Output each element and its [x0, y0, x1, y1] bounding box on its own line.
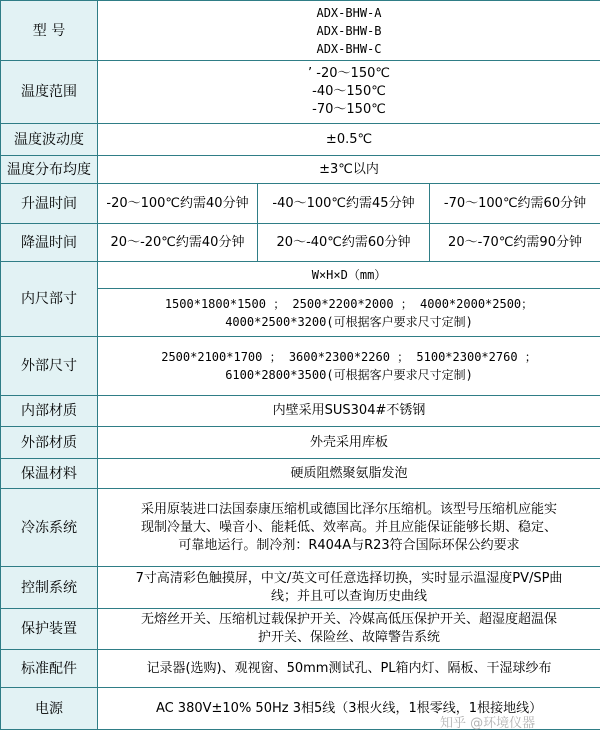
control-line-2: 线；并且可以查询历史曲线: [271, 588, 428, 604]
value-power: AC 380V±10% 50Hz 3相5线（3根火线，1根零线，1根接地线）: [98, 688, 600, 730]
outer-size-line-1: 2500*2100*1700 ； 3600*2300*2260 ； 5100*2300*2760 ；: [161, 350, 537, 364]
model-c: ADX-BHW-C: [316, 41, 382, 56]
value-temp-uniform: ±3℃以内: [98, 156, 600, 184]
row-insulation: [1, 459, 600, 489]
value-control: [98, 567, 600, 609]
model-b: ADX-BHW-B: [316, 23, 382, 38]
control-line-1: 7寸高清彩色触摸屏，中文/英文可任意选择切换，实时显示温湿度PV/SP曲: [135, 570, 563, 586]
row-cool-time: [1, 224, 600, 262]
temp-range-1: ’ -20～150℃: [308, 66, 390, 81]
label-inner-size: 内尺部寸: [1, 262, 98, 337]
row-temp-range: [1, 61, 600, 124]
model-a: ADX-BHW-A: [316, 5, 382, 20]
value-temp-range: [98, 61, 600, 124]
cool-time-c: 20～-70℃约需90分钟: [430, 224, 600, 262]
row-temp-uniform: [1, 156, 600, 184]
row-inner-size-header: [1, 262, 600, 289]
value-refrigeration: [98, 489, 600, 567]
row-refrigeration: [1, 489, 600, 567]
inner-size-header: W×H×D（mm）: [98, 262, 600, 289]
refrigeration-line-2: 现制冷量大、噪音小、能耗低、效率高。并且应能保证能够长期、稳定、: [141, 519, 558, 535]
row-outer-material: [1, 427, 600, 459]
label-inner-material: 内部材质: [1, 396, 98, 427]
row-accessories: [1, 650, 600, 688]
row-inner-material: [1, 396, 600, 427]
value-model: [98, 1, 600, 61]
label-protection: 保护装置: [1, 609, 98, 650]
protection-line-1: 无熔丝开关、压缩机过载保护开关、冷媒高低压保护开关、超湿度超温保: [141, 612, 558, 627]
value-insulation: 硬质阻燃聚氨脂发泡: [98, 459, 600, 489]
row-model: [1, 1, 600, 61]
refrigeration-line-1: 采用原装进口法国泰康压缩机或德国比泽尔压缩机。该型号压缩机应能实: [141, 501, 558, 517]
value-outer-size: [98, 337, 600, 396]
value-protection: [98, 609, 600, 650]
label-temp-range: 温度范围: [1, 61, 98, 124]
temp-range-3: -70～150℃: [312, 102, 386, 117]
label-outer-material: 外部材质: [1, 427, 98, 459]
label-insulation: 保温材料: [1, 459, 98, 489]
watermark: 知乎 @环境仪器: [440, 716, 536, 731]
label-heat-time: 升温时间: [1, 184, 98, 224]
label-outer-size: 外部尺寸: [1, 337, 98, 396]
label-temp-fluct: 温度波动度: [1, 124, 98, 156]
inner-size-line-2: 4000*2500*3200(可根据客户要求尺寸定制): [225, 314, 473, 329]
label-refrigeration: 冷冻系统: [1, 489, 98, 567]
row-protection: [1, 609, 600, 650]
row-power: [1, 688, 600, 730]
refrigeration-line-3: 可靠地运行。制冷剂：R404A与R23符合国际环保公约要求: [178, 537, 520, 553]
value-inner-size: [98, 289, 600, 337]
label-accessories: 标准配件: [1, 650, 98, 688]
value-inner-material: 内壁采用SUS304#不锈钢: [98, 396, 600, 427]
row-temp-fluct: [1, 124, 600, 156]
protection-line-2: 护开关、保险丝、故障警告系统: [258, 630, 441, 645]
heat-time-b: -40～100℃约需45分钟: [258, 184, 430, 224]
label-control: 控制系统: [1, 567, 98, 609]
label-cool-time: 降温时间: [1, 224, 98, 262]
label-power: 电源: [1, 688, 98, 730]
cool-time-a: 20～-20℃约需40分钟: [98, 224, 258, 262]
label-temp-uniform: 温度分布均度: [1, 156, 98, 184]
row-control: [1, 567, 600, 609]
value-accessories: 记录器(选购)、观视窗、50mm测试孔、PL箱内灯、隔板、干湿球纱布: [98, 650, 600, 688]
row-outer-size: [1, 337, 600, 396]
value-temp-fluct: ±0.5℃: [98, 124, 600, 156]
inner-size-line-1: 1500*1800*1500 ； 2500*2200*2000 ； 4000*2000*2500；: [164, 296, 534, 311]
outer-size-line-2: 6100*2800*3500(可根据客户要求尺寸定制): [225, 368, 473, 382]
temp-range-2: -40～150℃: [312, 84, 386, 99]
heat-time-c: -70～100℃约需60分钟: [430, 184, 600, 224]
value-outer-material: 外壳采用库板: [98, 427, 600, 459]
cool-time-b: 20～-40℃约需60分钟: [258, 224, 430, 262]
row-heat-time: [1, 184, 600, 224]
heat-time-a: -20～100℃约需40分钟: [98, 184, 258, 224]
label-model: 型 号: [1, 1, 98, 61]
